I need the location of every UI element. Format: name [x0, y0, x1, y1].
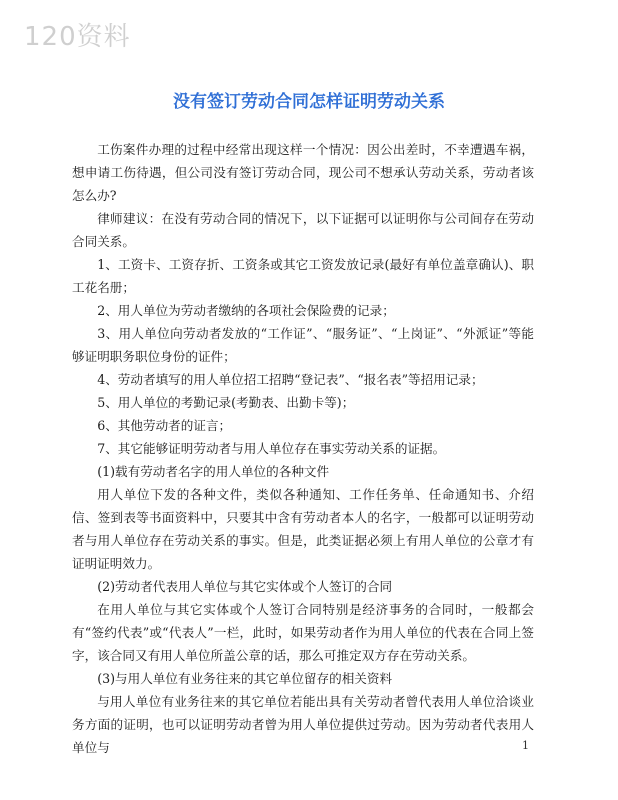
- list-item: 3、用人单位向劳动者发放的“工作证”、“服务证”、“上岗证”、“外派证”等能够证明职务职位身份的证件；: [72, 326, 534, 364]
- subheading: (2)劳动者代表用人单位与其它实体或个人签订的合同: [97, 579, 393, 594]
- paragraph: 用人单位下发的各种文件，类似各种通知、工作任务单、任命通知书、介绍信、签到表等书面资料中，只要其中含有劳动者本人的名字，一般都可以证明劳动者与用人单位存在劳动关系的事实。但是，此类证据必须上有用人单位的公章才有证明证明效力。: [72, 487, 534, 571]
- paragraph: 在用人单位与其它实体或个人签订合同特别是经济事务的合同时，一般都会有“签约代表”或“代表人”一栏，此时，如果劳动者作为用人单位的代表在合同上签字，该合同又有用人单位所盖公章的话，那么可推定双方存在劳动关系。: [72, 602, 534, 663]
- page-number: 1: [522, 739, 529, 752]
- list-item: 6、其他劳动者的证言；: [97, 418, 232, 433]
- subheading: (3)与用人单位有业务往来的其它单位留存的相关资料: [97, 671, 393, 686]
- paragraph: 工伤案件办理的过程中经常出现这样一个情况：因公出差时，不幸遭遇车祸，想申请工伤待遇，但公司没有签订劳动合同，现公司不想承认劳动关系，劳动者该怎么办?: [72, 142, 534, 203]
- document-title: 没有签订劳动合同怎样证明劳动关系: [173, 92, 445, 112]
- list-item: 7、其它能够证明劳动者与用人单位存在事实劳动关系的证据。: [97, 441, 446, 456]
- list-item: 4、劳动者填写的用人单位招工招聘“登记表”、“报名表”等招用记录；: [97, 372, 484, 387]
- paragraph: 与用人单位有业务往来的其它单位若能出具有关劳动者曾代表用人单位洽谈业务方面的证明，也可以证明劳动者曾为用人单位提供过劳动。因为劳动者代表用人单位与: [72, 694, 534, 755]
- document-body: [72, 138, 534, 759]
- watermark: 120资料: [24, 22, 131, 52]
- subheading: (1)载有劳动者名字的用人单位的各种文件: [97, 464, 330, 479]
- list-item: 1、工资卡、工资存折、工资条或其它工资发放记录(最好有单位盖章确认)、职工花名册；: [72, 257, 534, 295]
- list-item: 2、用人单位为劳动者缴纳的各项社会保险费的记录；: [97, 303, 395, 318]
- list-item: 5、用人单位的考勤记录(考勤表、出勤卡等)；: [97, 395, 355, 410]
- paragraph: 律师建议：在没有劳动合同的情况下，以下证据可以证明你与公司间存在劳动合同关系。: [72, 211, 534, 249]
